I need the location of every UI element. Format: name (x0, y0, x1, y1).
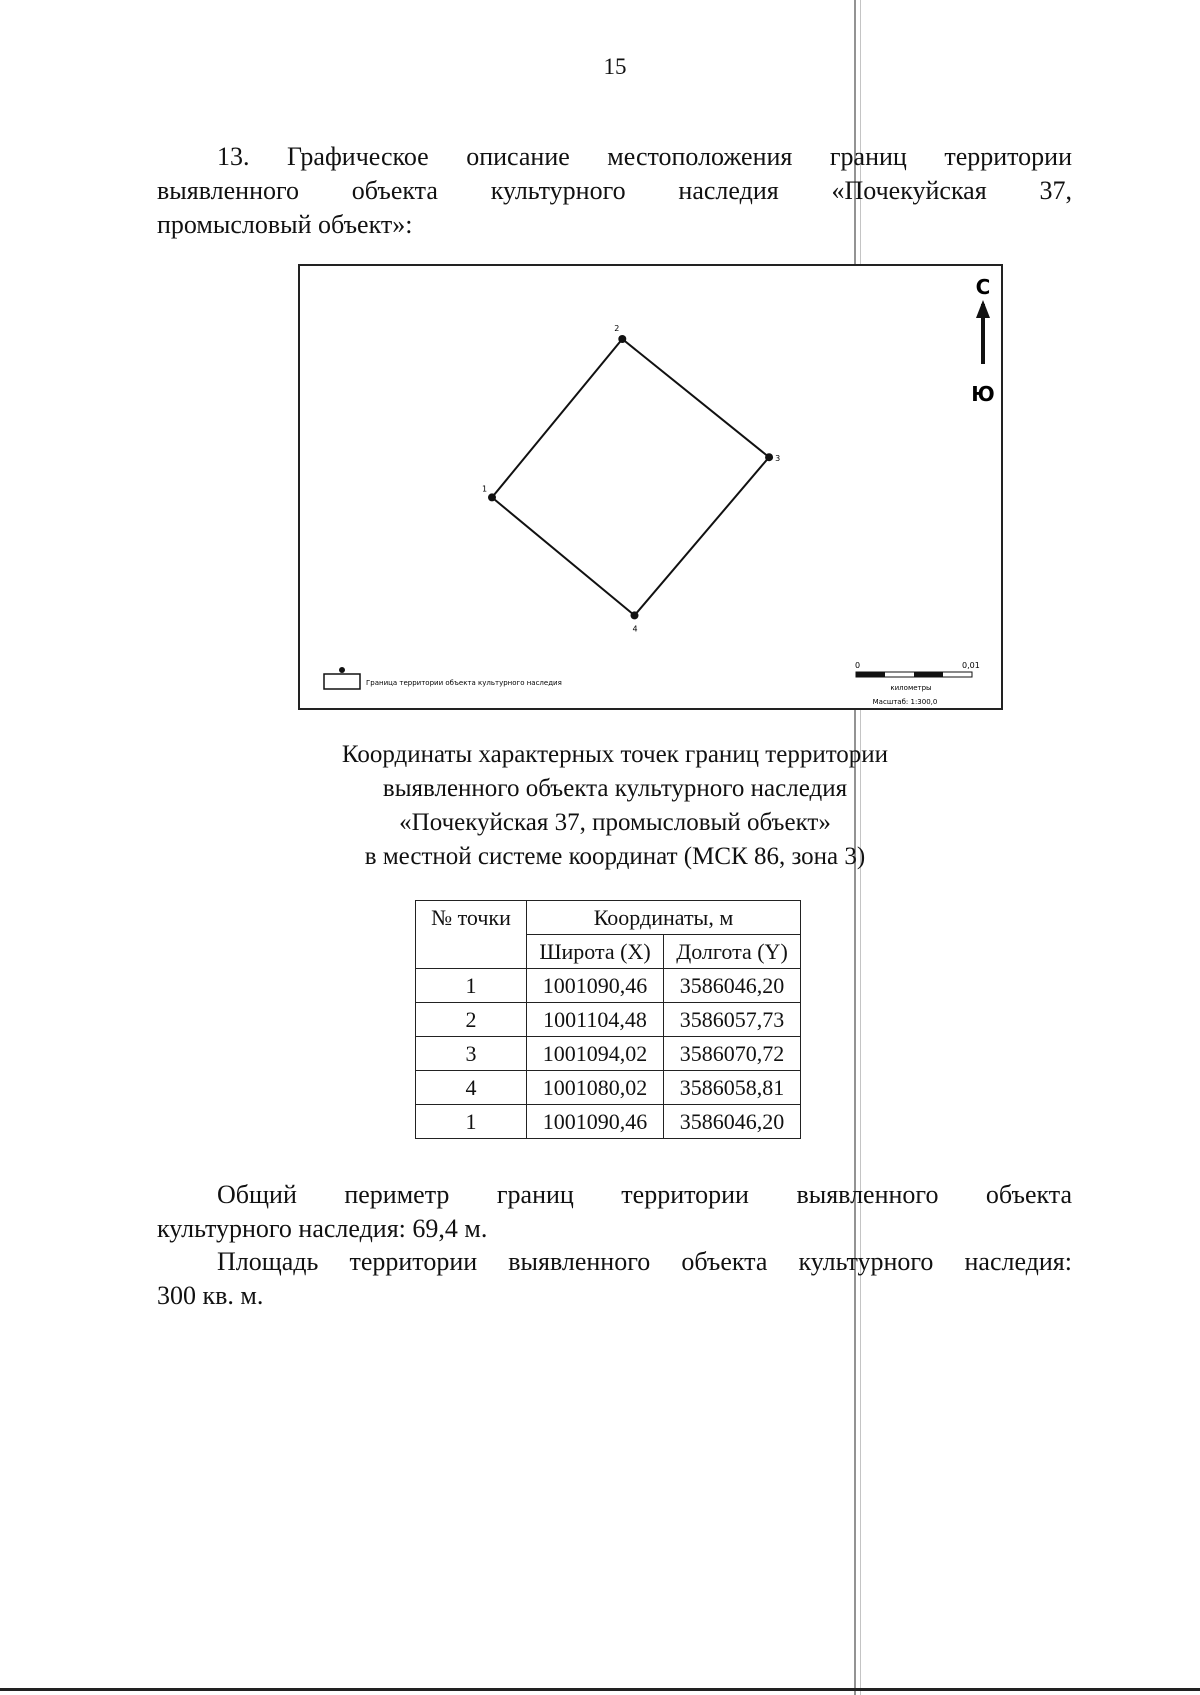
scale-text: Масштаб: 1:300,0 (872, 698, 938, 706)
area-paragraph (157, 1245, 1072, 1313)
perimeter-line-1: Общий периметр границ территории выявленного объекта (217, 1180, 1072, 1209)
table-row (416, 1105, 801, 1139)
cell-x: 1001090,46 (527, 969, 664, 1003)
north-arrow (971, 275, 994, 406)
boundary-point-4 (630, 611, 638, 619)
north-arrow-head-icon (976, 300, 990, 318)
boundary-point-1 (488, 493, 496, 501)
table-row (416, 1071, 801, 1105)
boundary-polygon-layer (492, 339, 769, 615)
legend-point-icon (339, 667, 345, 673)
boundary-point-label-2: 2 (614, 324, 620, 333)
caption-line-2: выявленного объекта культурного наследия (382, 775, 848, 802)
scan-artifact-bottom-line (0, 1688, 1200, 1691)
cell-y: 3586057,73 (664, 1003, 801, 1037)
cell-x: 1001104,48 (527, 1003, 664, 1037)
boundary-point-label-3: 3 (775, 454, 781, 464)
cell-y: 3586046,20 (664, 1105, 801, 1139)
area-line-2: 300 кв. м. (157, 1281, 264, 1310)
intro-line-2: выявленного объекта культурного наследия «Почекуйская 37, (157, 176, 1072, 205)
boundary-points-layer (482, 324, 780, 633)
map-legend (324, 667, 562, 689)
perimeter-paragraph (157, 1178, 1072, 1246)
scale-unit: километры (890, 684, 932, 692)
table-row (416, 1037, 801, 1071)
table-row (416, 969, 801, 1003)
cell-x: 1001080,02 (527, 1071, 664, 1105)
table-row (416, 1003, 801, 1037)
boundary-map (298, 264, 1003, 710)
cell-point-number: 3 (416, 1037, 527, 1071)
boundary-map-svg (300, 266, 1001, 708)
caption-line-4: в местной системе координат (МСК 86, зона 3) (364, 843, 866, 870)
page-number: 15 (603, 54, 627, 79)
scale-start-label: 0 (855, 661, 861, 670)
intro-line-3: промысловый объект»: (157, 210, 413, 239)
area-line-1: Площадь территории выявленного объекта культурного наследия: (217, 1247, 1072, 1276)
cell-x: 1001094,02 (527, 1037, 664, 1071)
cell-point-number: 1 (416, 1105, 527, 1139)
boundary-point-2 (618, 335, 626, 343)
cell-y: 3586046,20 (664, 969, 801, 1003)
south-label: Ю (971, 382, 995, 406)
table-header-row (416, 901, 801, 935)
boundary-point-label-4: 4 (632, 624, 638, 634)
cell-y: 3586058,81 (664, 1071, 801, 1105)
boundary-point-3 (765, 453, 773, 461)
north-label: С (975, 275, 991, 299)
scale-end-label: 0,01 (962, 661, 980, 670)
caption-line-3: «Почекуйская 37, промысловый объект» (399, 809, 831, 836)
cell-point-number: 1 (416, 969, 527, 1003)
coordinates-caption (200, 738, 1030, 874)
caption-line-1: Координаты характерных точек границ территории (341, 741, 889, 768)
cell-point-number: 2 (416, 1003, 527, 1037)
scale-bar (855, 661, 980, 706)
intro-paragraph (157, 140, 1072, 242)
boundary-point-label-1: 1 (482, 484, 488, 494)
perimeter-line-2: культурного наследия: 69,4 м. (157, 1214, 488, 1243)
legend-swatch (324, 674, 360, 689)
legend-text: Граница территории объекта культурного наследия (366, 679, 562, 687)
scale-segment-1 (856, 672, 885, 677)
header-point-number: № точки (416, 901, 527, 969)
coordinates-table (415, 900, 801, 1139)
header-latitude-x: Широта (X) (527, 935, 664, 969)
header-longitude-y: Долгота (Y) (664, 935, 801, 969)
header-coordinates: Координаты, м (527, 901, 801, 935)
cell-x: 1001090,46 (527, 1105, 664, 1139)
scale-segment-3 (914, 672, 943, 677)
cell-y: 3586070,72 (664, 1037, 801, 1071)
cell-point-number: 4 (416, 1071, 527, 1105)
intro-line-1: 13. Графическое описание местоположения границ территории (217, 142, 1072, 171)
boundary-polygon (492, 339, 769, 615)
